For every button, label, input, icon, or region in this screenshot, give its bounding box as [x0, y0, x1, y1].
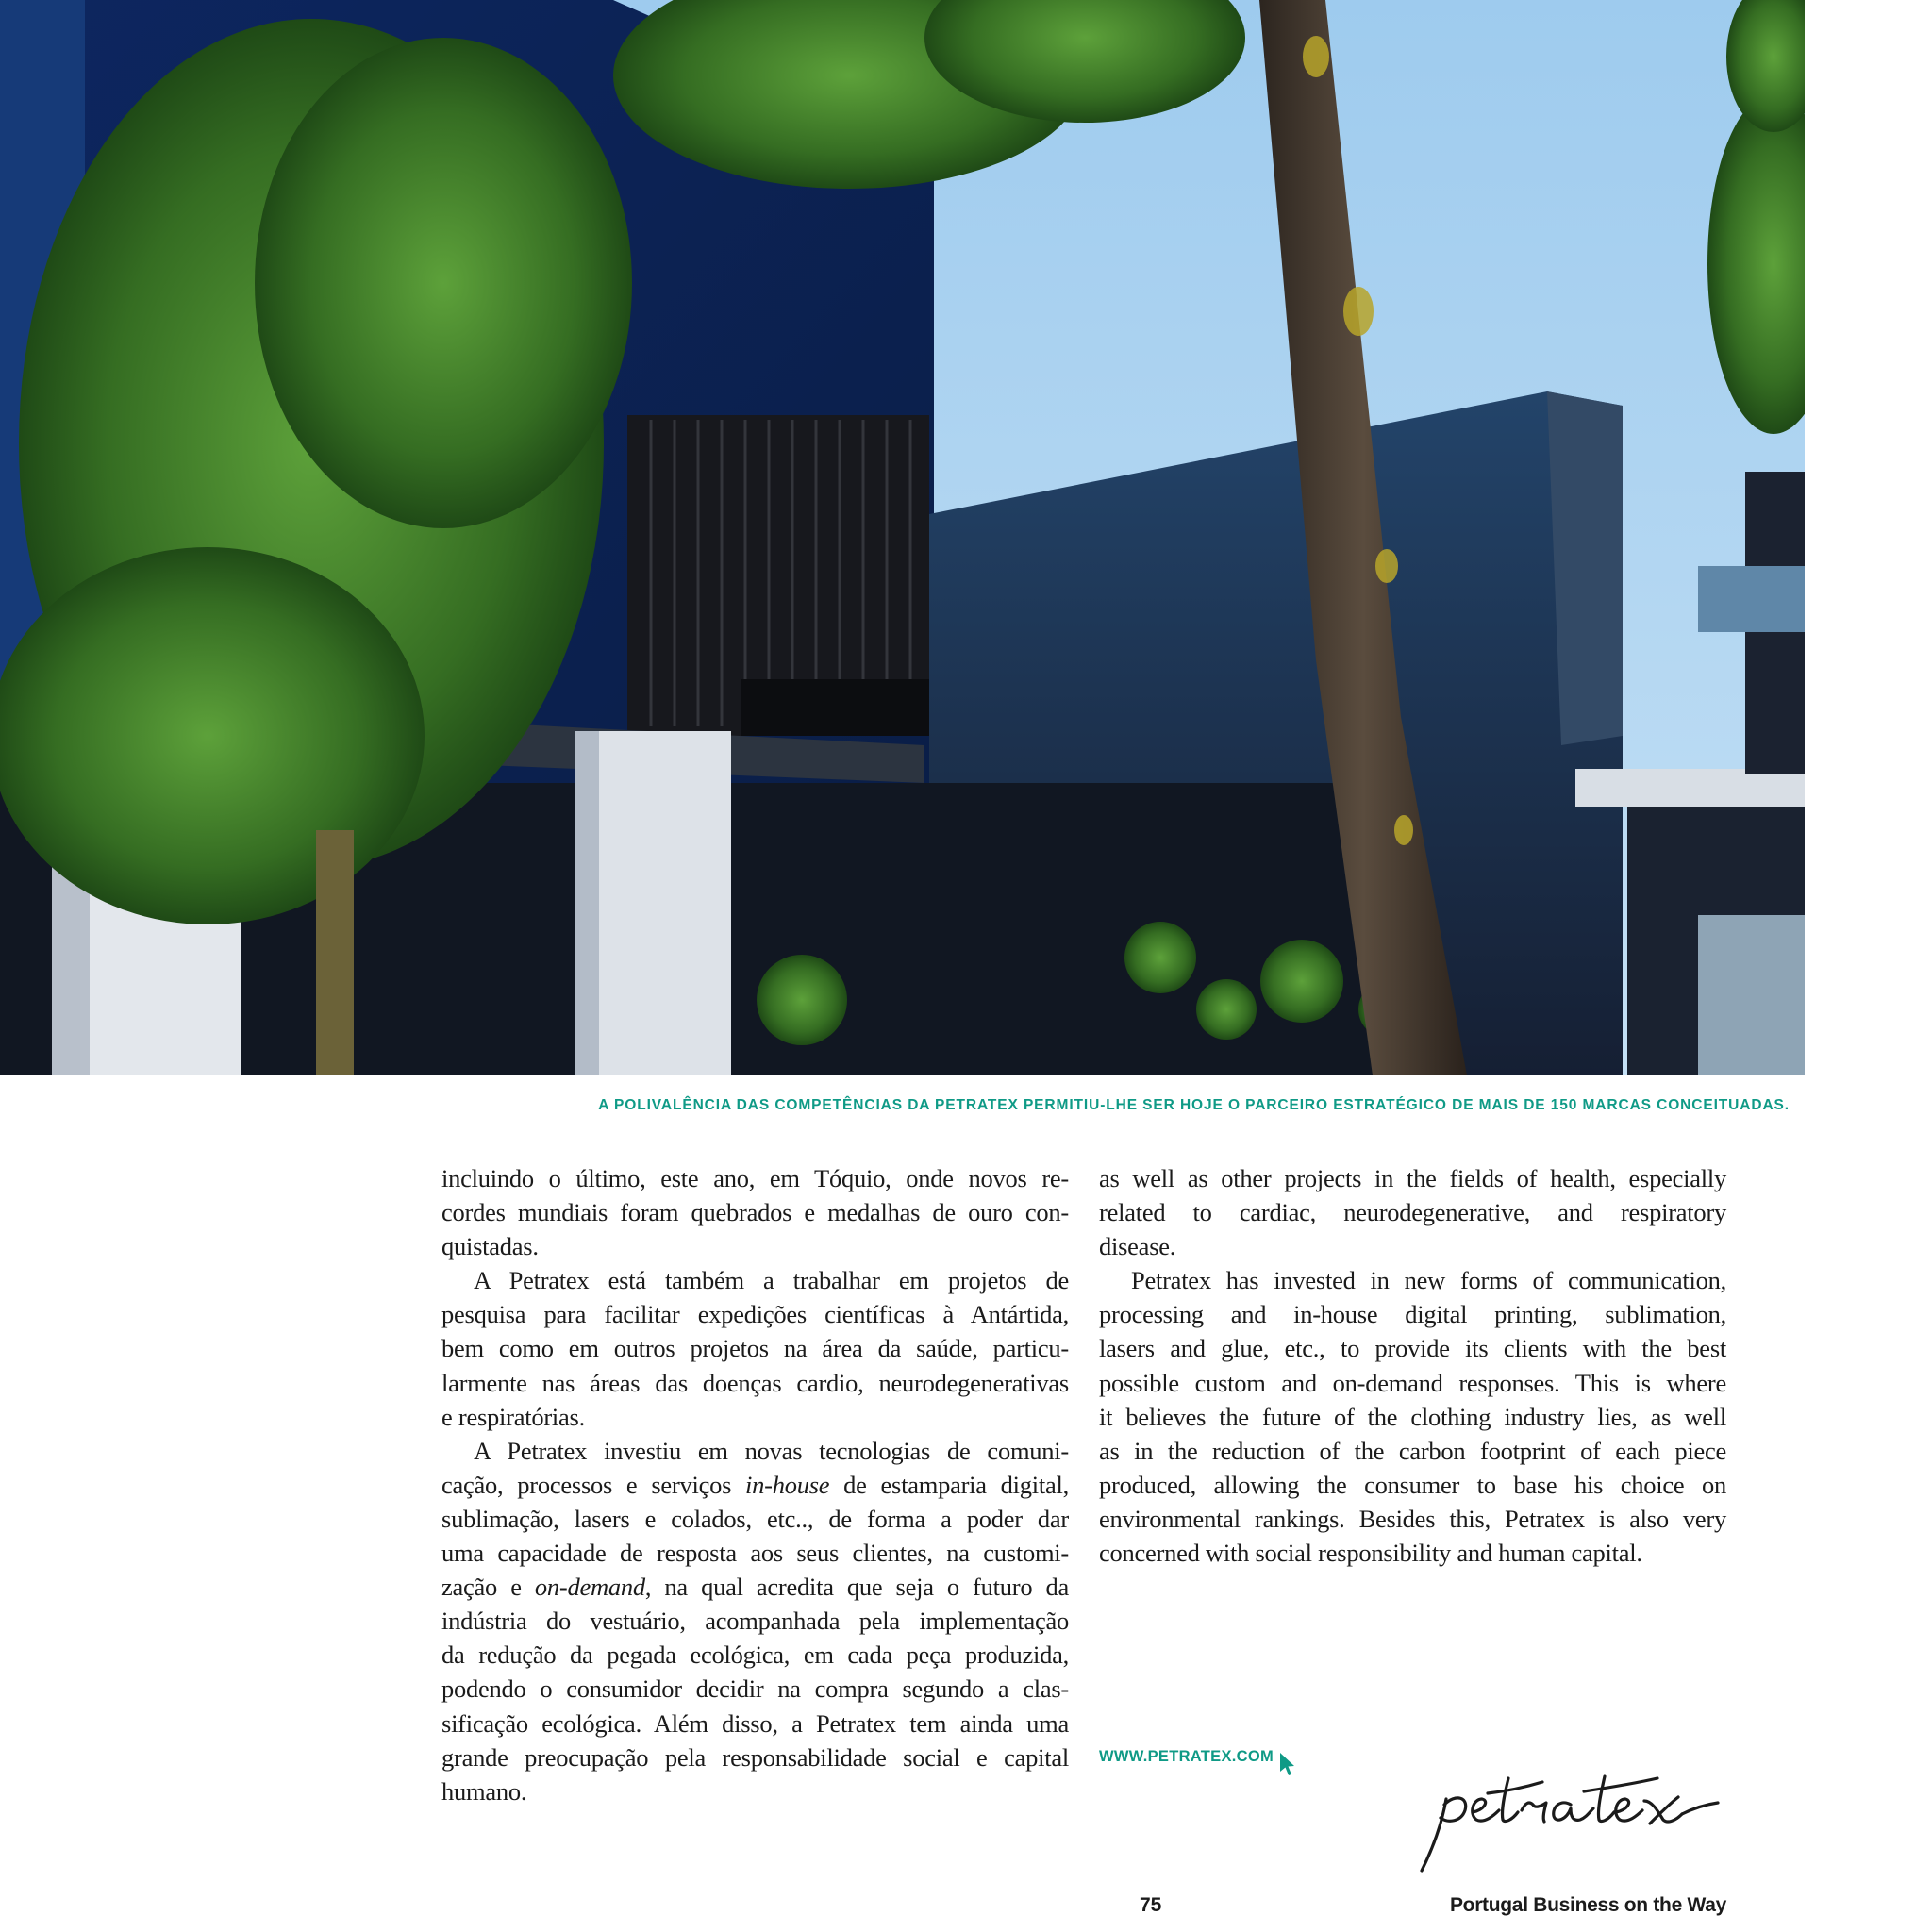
text-line: cação, processos e serviços in-house de estamparia digital, [441, 1470, 1069, 1499]
text-line: as in the reduction of the carbon footprint of each piece [1099, 1436, 1726, 1465]
article-paragraph [441, 1263, 1069, 1433]
text-line: humano. [441, 1776, 527, 1806]
petratex-logo [1410, 1769, 1722, 1873]
text-line: grande preocupação pela responsabilidade social e capital [441, 1742, 1069, 1772]
text-line: cordes mundiais foram quebrados e medalhas de ouro con- [441, 1198, 1069, 1227]
text-line: da redução da pegada ecológica, em cada peça produzida, [441, 1641, 1069, 1670]
text-line: concerned with social responsibility and human capital. [1099, 1539, 1642, 1568]
article-column-portuguese [441, 1161, 1069, 1808]
text-line: pesquisa para facilitar expedições científicas à Antártida, [441, 1300, 1069, 1329]
text-line: zação e on-demand, na qual acredita que seja o futuro da [441, 1573, 1069, 1602]
text-line: incluindo o último, este ano, em Tóquio, onde novos re- [441, 1164, 1069, 1192]
text-line: disease. [1099, 1232, 1176, 1261]
text-line: related to cardiac, neurodegenerative, and respiratory [1099, 1198, 1726, 1227]
article-paragraph [441, 1161, 1069, 1263]
article-paragraph [1099, 1263, 1726, 1570]
text-line: A Petratex está também a trabalhar em projetos de [474, 1266, 1069, 1295]
website-label: WWW.PETRATEX.COM [1099, 1748, 1274, 1765]
photo-caption: A POLIVALÊNCIA DAS COMPETÊNCIAS DA PETRATEX PERMITIU-LHE SER HOJE O PARCEIRO ESTRATÉGICO DE MAIS DE 150 MARCAS CONCEITUADAS. [598, 1097, 1790, 1113]
text-line: sificação ecológica. Além disso, a Petratex tem ainda uma [441, 1708, 1069, 1738]
text-line: environmental rankings. Besides this, Petratex is also very [1099, 1504, 1726, 1533]
text-line: lasers and glue, etc., to provide its clients with the best [1099, 1334, 1726, 1363]
text-line: sublimação, lasers e colados, etc.., de forma a poder dar [441, 1504, 1069, 1533]
article-column-english [1099, 1161, 1726, 1570]
text-line: larmente nas áreas das doenças cardio, neurodegenerativas [441, 1368, 1069, 1397]
text-line: bem como em outros projetos na área da saúde, particu- [441, 1334, 1069, 1363]
website-link[interactable] [1099, 1748, 1296, 1776]
text-line: produced, allowing the consumer to base his choice on [1099, 1470, 1726, 1499]
page-number: 75 [1140, 1894, 1162, 1916]
article-paragraph [441, 1434, 1069, 1808]
text-line: processing and in-house digital printing, sublimation, [1099, 1300, 1726, 1329]
article-paragraph [1099, 1161, 1726, 1263]
text-line: as well as other projects in the fields of health, especially [1099, 1164, 1726, 1192]
text-line: indústria do vestuário, acompanhada pela implementação [441, 1607, 1069, 1636]
text-line: podendo o consumidor decidir na compra segundo a clas- [441, 1674, 1069, 1704]
text-line: uma capacidade de resposta aos seus clientes, na customi- [441, 1539, 1069, 1568]
text-line: it believes the future of the clothing industry lies, as well [1099, 1402, 1726, 1431]
cursor-arrow-icon [1279, 1752, 1296, 1776]
text-line: possible custom and on-demand responses. This is where [1099, 1368, 1726, 1397]
text-line: Petratex has invested in new forms of communication, [1131, 1266, 1726, 1295]
text-line: quistadas. [441, 1232, 539, 1261]
text-line: e respiratórias. [441, 1402, 585, 1431]
publication-title: Portugal Business on the Way [1449, 1894, 1726, 1916]
text-line: A Petratex investiu em novas tecnologias de comuni- [474, 1436, 1069, 1465]
petratex-script-logo-icon [1410, 1769, 1722, 1873]
